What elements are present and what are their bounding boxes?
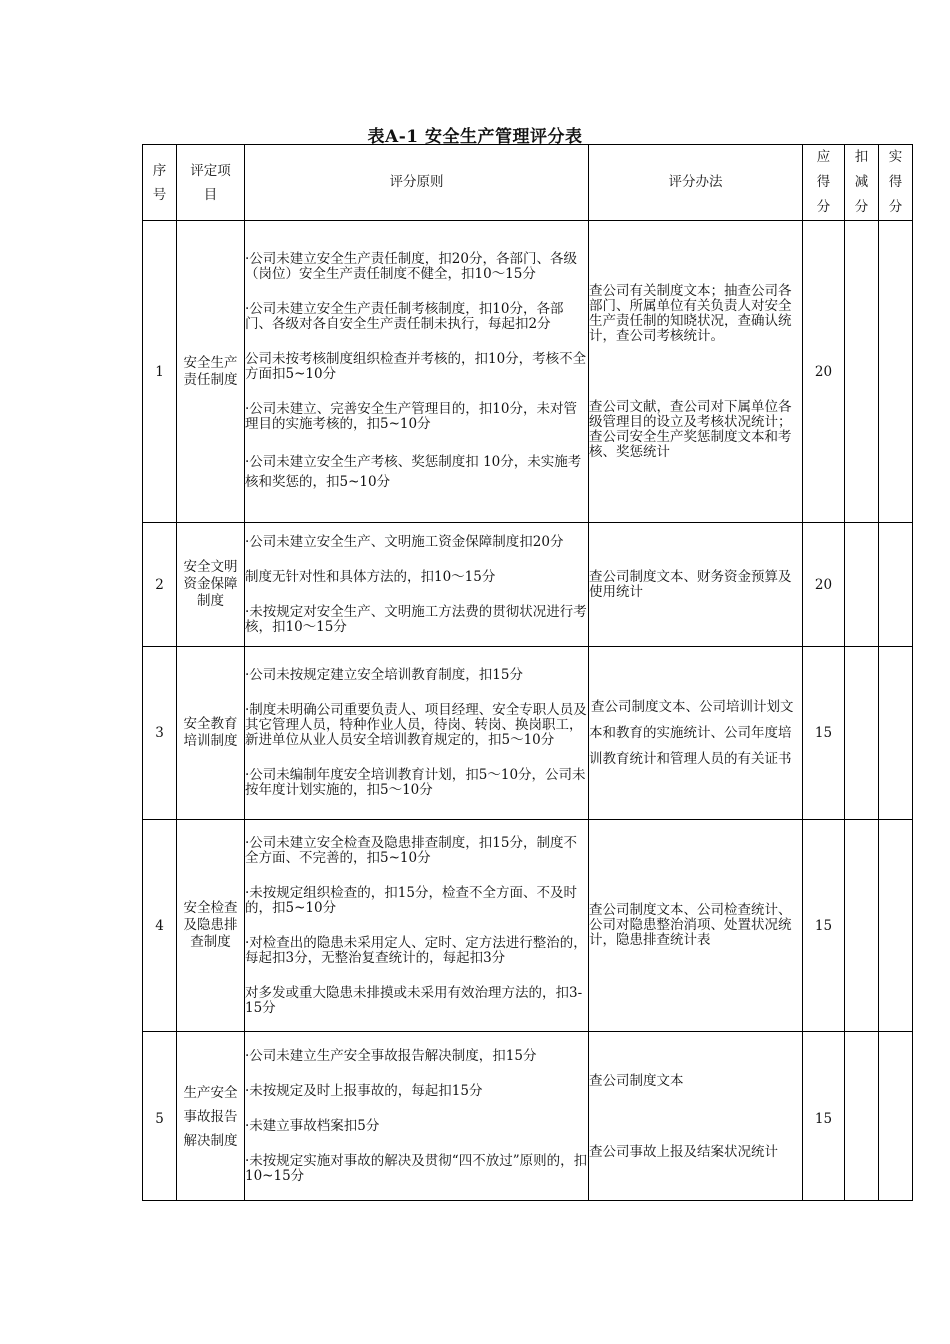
row-number: 2 [143, 523, 177, 647]
row-item: 安全教育培训制度 [177, 647, 245, 820]
criteria-line: ·未按规定实施对事故的解决及贯彻“四不放过”原则的，扣10~15分 [245, 1152, 588, 1184]
header-method: 评分办法 [589, 145, 803, 221]
row-criteria [245, 221, 589, 523]
criteria-line: ·公司未编制年度安全培训教育计划，扣5～10分，公司未按年度计划实施的，扣5～10分 [245, 767, 586, 798]
method-line: 查公司事故上报及结案状况统计 [589, 1144, 778, 1160]
row-criteria [245, 523, 589, 647]
row-number: 5 [143, 1032, 177, 1201]
row-method [589, 647, 803, 820]
criteria-line: ·未按规定组织检查的，扣15分，检查不全方面、不及时的，扣5~10分 [245, 884, 577, 916]
row-actual-score [879, 523, 913, 647]
method-line: 查公司制度文本、财务资金预算及使用统计 [589, 568, 792, 600]
row-number: 4 [143, 820, 177, 1032]
row-method [589, 1032, 803, 1201]
criteria-line: ·对检查出的隐患未采用定人、定时、定方法进行整治的，每起扣3分，无整治复查统计的，每起扣3分 [245, 934, 587, 966]
scoring-table [142, 144, 913, 1201]
criteria-line: ·公司未建立安全生产责任制度，扣20分，各部门、各级（岗位）安全生产责任制度不健全，扣10～15分 [245, 250, 577, 282]
row-item: 安全生产责任制度 [177, 221, 245, 523]
method-line: 查公司制度文本、公司检查统计、公司对隐患整治消项、处置状况统计，隐患排查统计表 [589, 902, 792, 948]
row-criteria [245, 1032, 589, 1201]
method-line: 查公司文献，查公司对下属单位各级管理目的设立及考核状况统计；查公司安全生产奖惩制度文本和考核、奖惩统计 [589, 398, 792, 460]
row-method [589, 221, 803, 523]
criteria-line: 对多发或重大隐患未排摸或未采用有效治理方法的，扣3-15分 [245, 984, 583, 1016]
row-method [589, 523, 803, 647]
criteria-line: ·未按规定及时上报事故的，每起扣15分 [245, 1082, 483, 1099]
row-due-score: 20 [803, 523, 845, 647]
header-item: 评定项目 [177, 145, 245, 221]
row-criteria [245, 647, 589, 820]
method-line: 查公司制度文本、公司培训计划文本和教育的实施统计、公司年度培训教育统计和管理人员的有关证书 [589, 699, 794, 767]
row-deduct-score [845, 221, 879, 523]
row-due-score: 15 [803, 1032, 845, 1201]
row-deduct-score [845, 647, 879, 820]
row-deduct-score [845, 523, 879, 647]
criteria-line: ·公司未建立安全检查及隐患排查制度，扣15分，制度不全方面、不完善的，扣5~10分 [245, 834, 577, 866]
criteria-line: 制度无针对性和具体方法的，扣10～15分 [245, 568, 496, 585]
row-due-score: 15 [803, 647, 845, 820]
table-row [143, 1032, 913, 1201]
row-actual-score [879, 820, 913, 1032]
table-title: 表A-1 安全生产管理评分表 [367, 127, 583, 147]
row-deduct-score [845, 1032, 879, 1201]
header-criteria: 评分原则 [245, 145, 589, 221]
header-seq: 序号 [143, 145, 177, 221]
criteria-line: ·制度未明确公司重要负责人、项目经理、安全专职人员及其它管理人员，特种作业人员，待岗、转岗、换岗职工，新进单位从业人员安全培训教育规定的，扣5～10分 [245, 702, 587, 748]
table-row [143, 820, 913, 1032]
method-line: 查公司有关制度文本；抽查公司各部门、所属单位有关负责人对安全生产责任制的知晓状况，查确认统计，查公司考核统计。 [589, 282, 792, 344]
row-number: 3 [143, 647, 177, 820]
header-actual-score: 实得分 [879, 145, 913, 221]
criteria-line: ·公司未建立安全生产、文明施工资金保障制度扣20分 [245, 533, 564, 550]
row-item: 安全文明资金保障制度 [177, 523, 245, 647]
criteria-line: ·未按规定对安全生产、文明施工方法费的贯彻状况进行考核，扣10～15分 [245, 603, 587, 635]
table-row [143, 647, 913, 820]
row-due-score: 15 [803, 820, 845, 1032]
header-deduct-score: 扣减分 [845, 145, 879, 221]
criteria-line: ·公司未按规定建立安全培训教育制度，扣15分 [245, 667, 523, 683]
row-actual-score [879, 1032, 913, 1201]
row-number: 1 [143, 221, 177, 523]
row-item: 安全检查及隐患排查制度 [177, 820, 245, 1032]
criteria-line: ·公司未建立安全生产考核、奖惩制度扣 10分，未实施考核和奖惩的，扣5~10分 [245, 453, 582, 490]
row-method [589, 820, 803, 1032]
method-line: 查公司制度文本 [589, 1073, 684, 1089]
criteria-line: ·公司未建立生产安全事故报告解决制度，扣15分 [245, 1047, 537, 1064]
row-deduct-score [845, 820, 879, 1032]
criteria-line: ·公司未建立、完善安全生产管理目的，扣10分，未对管理目的实施考核的，扣5~10分 [245, 400, 577, 432]
row-item: 生产安全事故报告解决制度 [177, 1032, 245, 1201]
row-actual-score [879, 221, 913, 523]
table-row [143, 221, 913, 523]
criteria-line: 公司未按考核制度组织检查并考核的，扣10分，考核不全方面扣5~10分 [245, 350, 587, 382]
row-due-score: 20 [803, 221, 845, 523]
criteria-line: ·未建立事故档案扣5分 [245, 1117, 380, 1134]
criteria-line: ·公司未建立安全生产责任制考核制度，扣10分，各部门、各级对各自安全生产责任制未执行，每起扣2分 [245, 300, 564, 332]
row-actual-score [879, 647, 913, 820]
table-row [143, 523, 913, 647]
header-due-score: 应得分 [803, 145, 845, 221]
header-row [143, 145, 913, 221]
row-criteria [245, 820, 589, 1032]
